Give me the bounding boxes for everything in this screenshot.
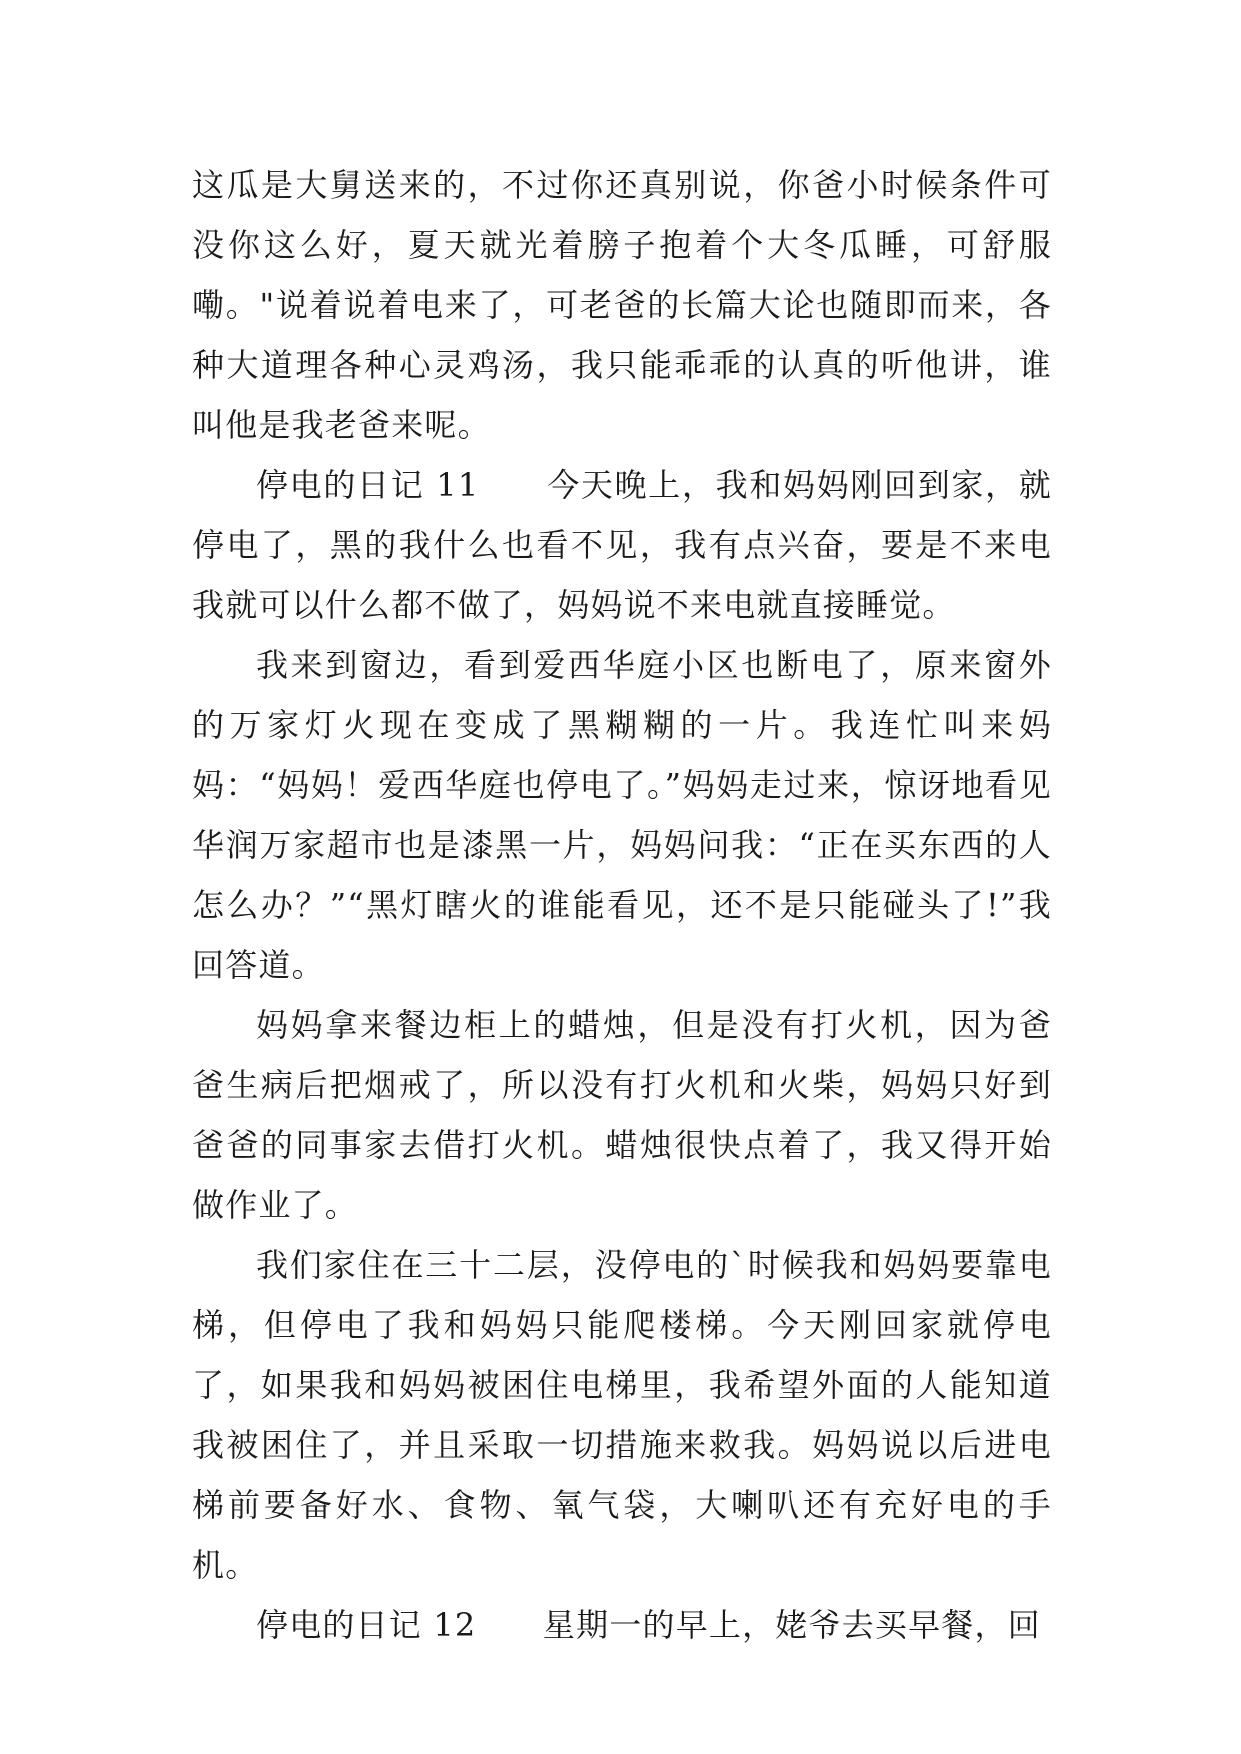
paragraph-5: 我们家住在三十二层，没停电的`时候我和妈妈要靠电梯，但停电了我和妈妈只能爬楼梯。今天刚回家就停电了，如果我和妈妈被困住电梯里，我希望外面的人能知道我被困住了，并且采取一切措施来救我。妈妈说以后进电梯前要备好水、食物、氧气袋，大喇叭还有充好电的手机。: [192, 1246, 1052, 1584]
paragraph-1: 这瓜是大舅送来的，不过你还真别说，你爸小时候条件可没你这么好，夏天就光着膀子抱着个大冬瓜睡，可舒服嘞。"说着说着电来了，可老爸的长篇大论也随即而来，各种大道理各种心灵鸡汤，我只能乖乖的认真的听他讲，谁叫他是我老爸来呢。: [192, 166, 1052, 444]
document-body: [192, 155, 1052, 1655]
paragraph-2: 停电的日记 11 今天晚上，我和妈妈刚回到家，就停电了，黑的我什么也看不见，我有点兴奋，要是不来电我就可以什么都不做了，妈妈说不来电就直接睡觉。: [192, 466, 1052, 624]
paragraph-4: 妈妈拿来餐边柜上的蜡烛，但是没有打火机，因为爸爸生病后把烟戒了，所以没有打火机和火柴，妈妈只好到爸爸的同事家去借打火机。蜡烛很快点着了，我又得开始做作业了。: [192, 1006, 1052, 1224]
paragraph-3: 我来到窗边，看到爱西华庭小区也断电了，原来窗外的万家灯火现在变成了黑糊糊的一片。我连忙叫来妈妈：“妈妈！爱西华庭也停电了。”妈妈走过来，惊讶地看见华润万家超市也是漆黑一片，妈妈问我：“正在买东西的人怎么办？”“黑灯瞎火的谁能看见，还不是只能碰头了!”我回答道。: [192, 646, 1052, 984]
paragraph-6: 停电的日记 12 星期一的早上，姥爷去买早餐，回: [256, 1606, 1041, 1644]
